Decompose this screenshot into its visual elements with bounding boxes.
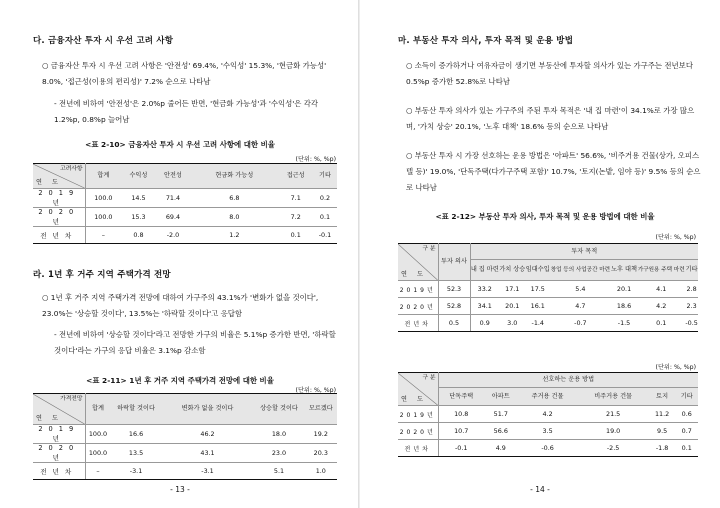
table-corner: 구 분 연 도 [398, 244, 438, 281]
paragraph-dash: - 전년에 비하여 '안전성'은 2.0%p 줄어든 반면, '현금화 가능성'과 '수익성'은 각각 1.2%p, 0.8%p 늘어남 [54, 99, 319, 124]
column-group-header: 투자 목적 [470, 244, 698, 260]
table-caption: <표 2-12> 부동산 투자 의사, 투자 목적 및 운용 방법에 대한 비율 [435, 212, 655, 221]
column-header: 수익성 [121, 164, 156, 189]
table-row: 2019년 10.8 51.7 4.2 21.5 11.2 0.6 [398, 406, 698, 423]
unit-label: (단위: %, %p) [655, 234, 696, 241]
page-number: - 13 - [170, 485, 190, 494]
table-row: 전년차 -0.1 4.9 -0.6 -2.5 -1.8 0.1 [398, 440, 698, 457]
column-header: 모르겠다 [305, 394, 337, 425]
column-header: 하락할 것이다 [110, 394, 161, 425]
column-header: 내 집 마련 [470, 260, 499, 281]
column-header: 노후 대책 [611, 260, 638, 281]
paragraph-bullet: ○ 1년 후 거주 지역 주택가격 전망에 대하여 가구주의 43.1%가 '변화가 없을 것이다', 23.0%는 '상승할 것이다', 13.5%는 '하락할 것이다'고 응답함 [42, 293, 319, 318]
table-row: 전년차 0.5 0.9 3.0 -1.4 -0.7 -1.5 0.1 -0.5 [398, 315, 698, 332]
column-header: 아파트 [484, 388, 518, 406]
right-page [360, 0, 720, 508]
table-row: 2020년 10.7 56.6 3.5 19.0 9.5 0.7 [398, 423, 698, 440]
table-row: 2019년 100.0 16.6 46.2 18.0 19.2 [33, 425, 337, 444]
column-header: 투자 의사 [438, 244, 470, 281]
column-header: 단독주택 [438, 388, 484, 406]
table-row: 2020년 52.8 34.1 20.1 16.1 4.7 18.6 4.2 2.3 [398, 298, 698, 315]
column-header: 주거용 건물 [518, 388, 578, 406]
table-row: 2020년 100.0 15.3 69.4 8.0 7.2 0.1 [33, 208, 337, 227]
table-row: 전년차 – -3.1 -3.1 5.1 1.0 [33, 463, 337, 480]
column-header: 상승할 것이다 [253, 394, 304, 425]
column-header: 창업 등의 사업공간 마련 [550, 260, 611, 281]
table-caption: <표 2-11> 1년 후 거주 지역 주택가격 전망에 대한 비율 [86, 376, 274, 385]
column-header: 기타 [685, 260, 698, 281]
table-corner: 고려사항 연 도 [33, 164, 85, 189]
column-header: 토지 [649, 388, 676, 406]
column-header: 합계 [85, 394, 110, 425]
paragraph-bullet: ○ 부동산 투자 의사가 있는 가구주의 주된 투자 목적은 '내 집 마련'이 34.1%로 가장 많으며, '가치 상승' 20.1%, '노후 대책' 18.6% 등의 순으로 나타남 [406, 106, 695, 131]
column-header: 비주거용 건물 [578, 388, 649, 406]
column-header: 기타 [313, 164, 337, 189]
paragraph-bullet: ○ 소득이 증가하거나 여유자금이 생기면 부동산에 투자할 의사가 있는 가구주는 전년보다 0.5%p 증가한 52.8%로 나타남 [406, 61, 693, 86]
column-header: 가구원용 주택 마련 [637, 260, 685, 281]
table-row: 2020년 100.0 13.5 43.1 23.0 20.3 [33, 444, 337, 463]
column-header: 변화가 없을 것이다 [162, 394, 254, 425]
column-header: 접근성 [278, 164, 313, 189]
table-row: 전년차 – 0.8 -2.0 1.2 0.1 -0.1 [33, 227, 337, 244]
page-number: - 14 - [530, 485, 550, 494]
table-2-12 [398, 243, 698, 332]
section-title-housing-outlook: 라. 1년 후 거주 지역 주택가격 전망 [33, 270, 171, 280]
table-row: 2019년 100.0 14.5 71.4 6.8 7.1 0.2 [33, 189, 337, 208]
section-title-financial-priority: 다. 금융자산 투자 시 우선 고려 사항 [33, 36, 174, 46]
table-row: 2019년 52.3 33.2 17.1 17.5 5.4 20.1 4.1 2.8 [398, 281, 698, 298]
table-corner: 가격전망 연 도 [33, 394, 85, 425]
column-header: 합계 [85, 164, 121, 189]
paragraph-bullet: ○ 부동산 투자 시 가장 선호하는 운용 방법은 '아파트' 56.6%, '비주거용 건물(상가, 오피스텔 등)' 19.0%, '단독주택(다가구주택 포함)' 10.7%, '토지(논밭, 임야 등)' 9.5% 등의 순으로 나타남 [406, 151, 701, 192]
table-caption: <표 2-10> 금융자산 투자 시 우선 고려 사항에 대한 비율 [85, 140, 275, 149]
paragraph-bullet: ○ 금융자산 투자 시 우선 고려 사항은 '안전성' 69.4%, '수익성' 15.3%, '현금화 가능성' 8.0%, '접근성(이용의 편리성)' 7.2% 순으로 나타남 [42, 61, 327, 86]
paragraph-dash: - 전년에 비하여 '상승할 것이다'라고 전망한 가구의 비율은 5.1%p 증가한 반면, '하락할 것이다'라는 가구의 응답 비율은 3.1%p 감소함 [54, 330, 336, 355]
column-header: 가치 상승 [499, 260, 526, 281]
unit-label: (단위: %, %p) [295, 156, 336, 163]
unit-label: (단위: %, %p) [655, 364, 696, 371]
column-header: 현금화 가능성 [190, 164, 278, 189]
unit-label: (단위: %, %p) [295, 387, 336, 394]
column-header: 안전성 [156, 164, 191, 189]
section-title-real-estate: 마. 부동산 투자 의사, 투자 목적 및 운용 방법 [398, 36, 574, 46]
table-2-11 [33, 393, 337, 480]
column-group-header: 선호하는 운용 방법 [438, 373, 698, 388]
column-header: 기타 [675, 388, 698, 406]
table-2-10 [33, 163, 337, 244]
table-corner: 구 분 연 도 [398, 373, 438, 406]
table-2-12-methods [398, 372, 698, 457]
column-header: 임대수입 [526, 260, 550, 281]
